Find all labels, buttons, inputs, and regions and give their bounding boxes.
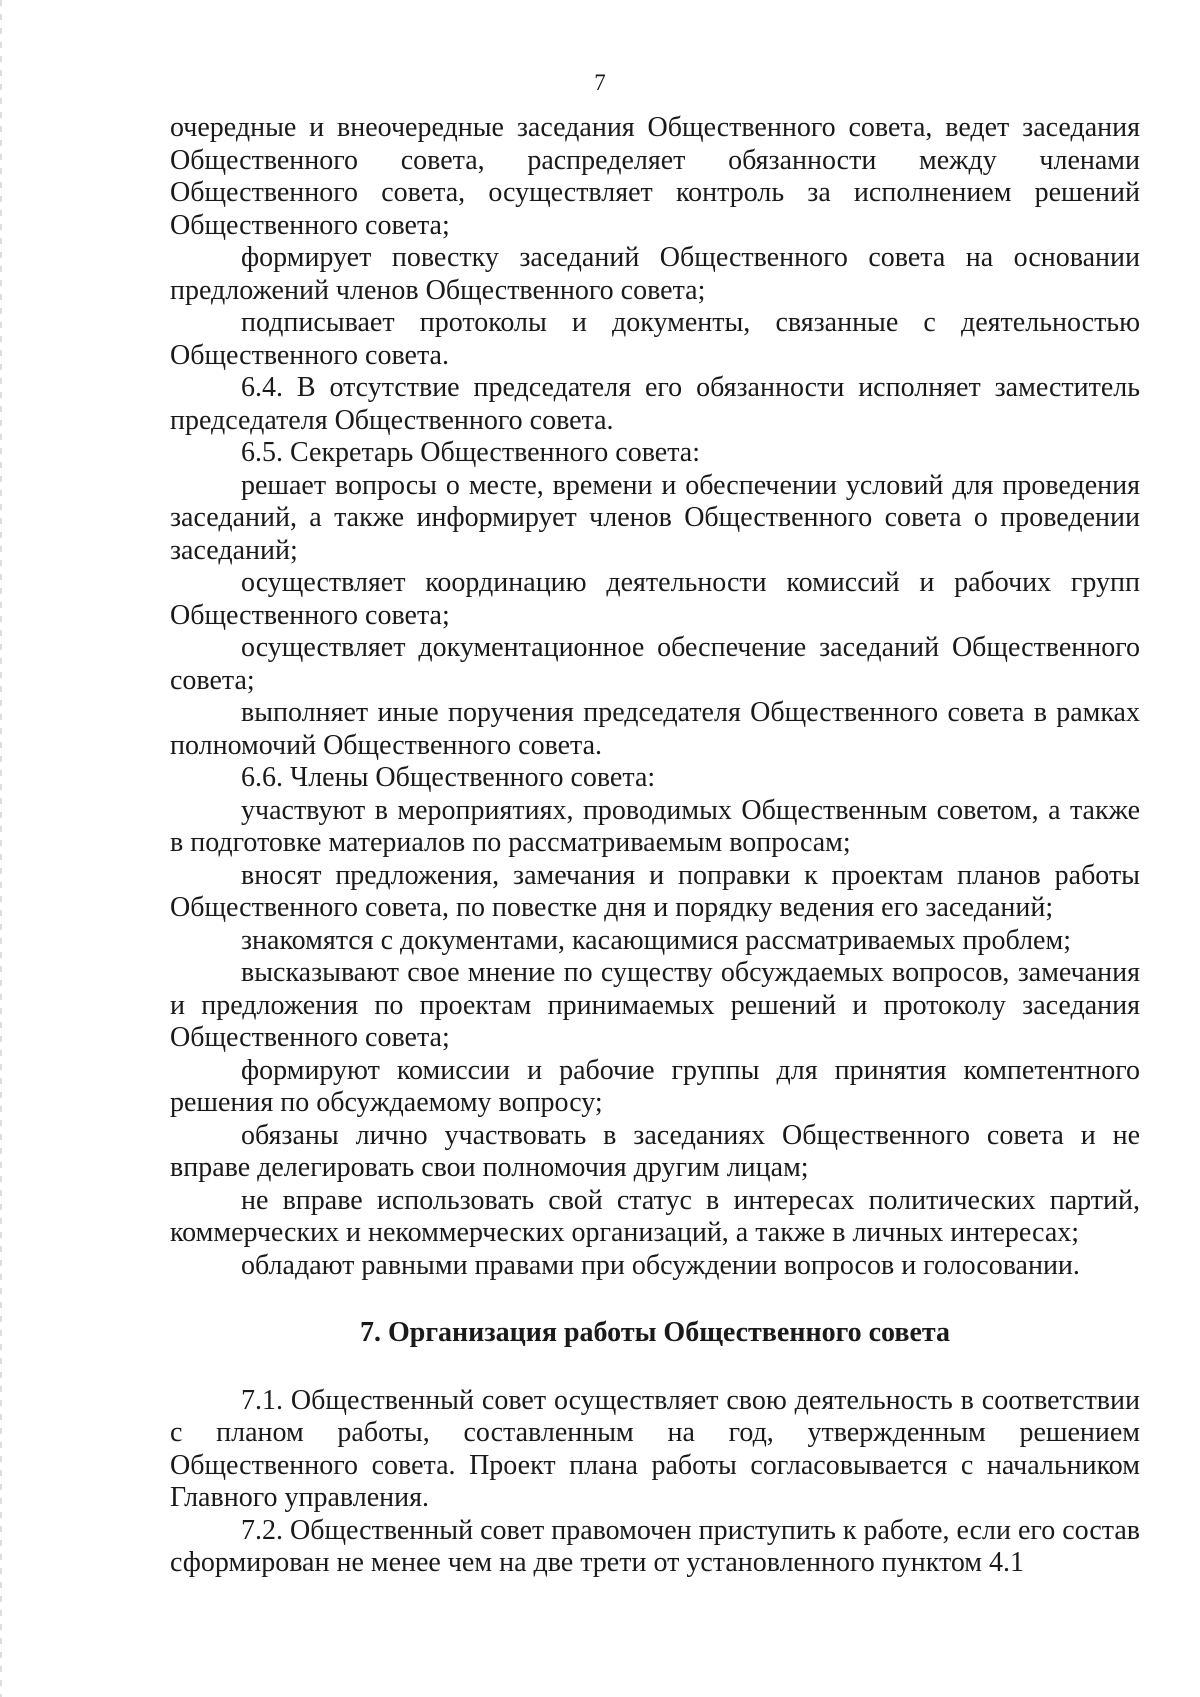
- paragraph: участвуют в мероприятиях, проводимых Общественным советом, а также в подготовке материалов по рассматриваемым вопросам;: [170, 794, 1140, 858]
- document-body: [170, 112, 1140, 1580]
- paragraph: 6.4. В отсутствие председателя его обязанности исполняет заместитель председателя Общественного совета.: [170, 372, 1140, 436]
- scan-edge: [0, 0, 2, 1697]
- paragraph: решает вопросы о месте, времени и обеспечении условий для проведения заседаний, а также информирует членов Общественного совета о проведении заседаний;: [170, 469, 1140, 566]
- paragraph: подписывает протоколы и документы, связанные с деятельностью Общественного совета.: [170, 307, 1140, 371]
- paragraph: 7.1. Общественный совет осуществляет свою деятельность в соответствии с планом работы, составленным на год, утвержденным решением Общественного совета. Проект плана работы согласовывается с начальником Главного управления.: [170, 1384, 1140, 1513]
- paragraph: не вправе использовать свой статус в интересах политических партий, коммерческих и некоммерческих организаций, а также в личных интересах;: [170, 1184, 1140, 1248]
- paragraph: осуществляет координацию деятельности комиссий и рабочих групп Общественного совета;: [170, 567, 1140, 631]
- paragraph: обладают равными правами при обсуждении вопросов и голосовании.: [241, 1249, 1080, 1281]
- paragraph: обязаны лично участвовать в заседаниях Общественного совета и не вправе делегировать свои полномочия другим лицам;: [170, 1119, 1140, 1183]
- paragraph: 7.2. Общественный совет правомочен приступить к работе, если его состав сформирован не менее чем на две трети от установленного пунктом 4.1: [170, 1514, 1140, 1578]
- section-heading: 7. Организация работы Общественного совета: [359, 1317, 951, 1348]
- paragraph: формируют комиссии и рабочие группы для принятия компетентного решения по обсуждаемому вопросу;: [170, 1054, 1140, 1118]
- paragraph: знакомятся с документами, касающимися рассматриваемых проблем;: [241, 924, 1071, 956]
- paragraph: очередные и внеочередные заседания Общественного совета, ведет заседания Общественного совета, распределяет обязанности между членами Общественного совета, осуществляет контроль за исполнением решений Общественного совета;: [170, 112, 1140, 241]
- paragraph: высказывают свое мнение по существу обсуждаемых вопросов, замечания и предложения по проектам принимаемых решений и протоколу заседания Общественного совета;: [170, 957, 1140, 1053]
- paragraph: вносят предложения, замечания и поправки к проектам планов работы Общественного совета, по повестке дня и порядку ведения его заседаний;: [170, 859, 1140, 923]
- paragraph: осуществляет документационное обеспечение заседаний Общественного совета;: [170, 632, 1140, 696]
- paragraph: 6.6. Члены Общественного совета:: [241, 762, 656, 793]
- paragraph: формирует повестку заседаний Общественного совета на основании предложений членов Общественного совета;: [170, 242, 1140, 306]
- page-number: 7: [594, 70, 606, 95]
- paragraph: 6.5. Секретарь Общественного совета:: [241, 437, 701, 468]
- paragraph: выполняет иные поручения председателя Общественного совета в рамках полномочий Общественного совета.: [170, 697, 1140, 761]
